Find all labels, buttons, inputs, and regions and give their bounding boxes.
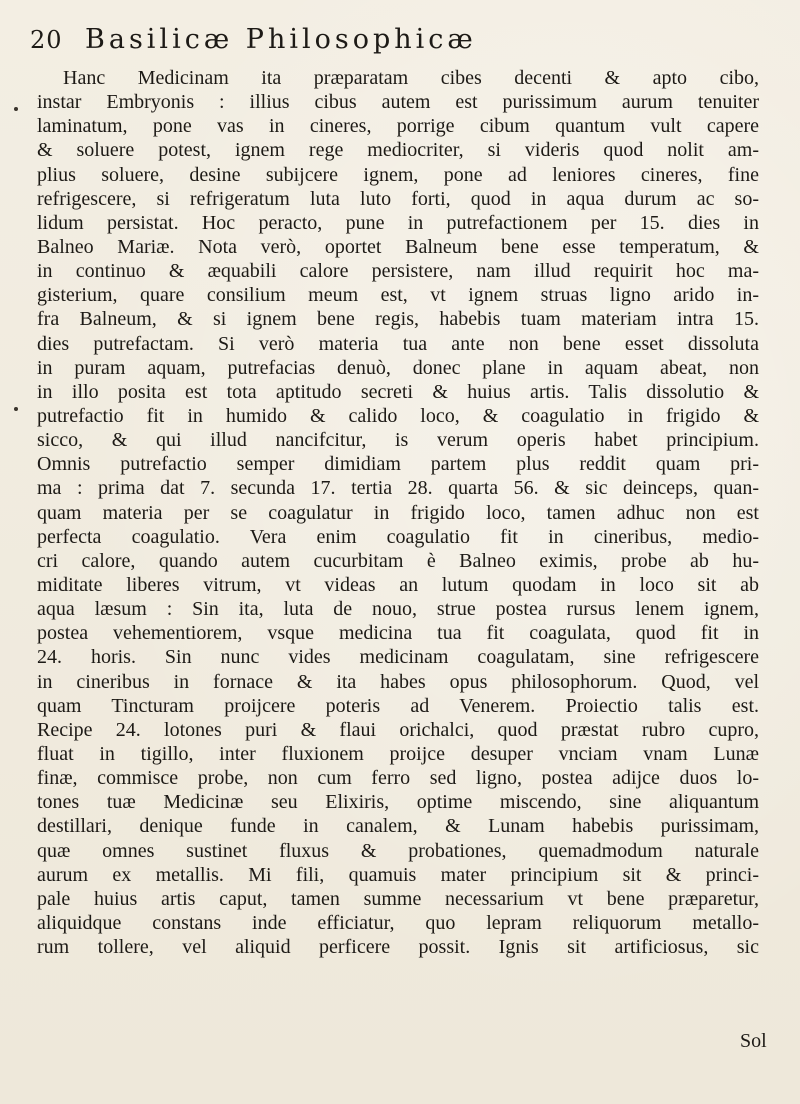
text-line: Omnis putrefactio semper dimidiam partem plus reddit quam pri- — [37, 453, 759, 476]
text-line: cri calore, quando autem cucurbitam è Balneo eximis, probe ab hu- — [37, 549, 759, 572]
text-line: 24. horis. Sin nunc vides medicinam coagulatam, sine refrigescere — [37, 646, 759, 669]
text-line: Balneo Mariæ. Nota verò, oportet Balneum bene esse temperatum, & — [37, 235, 759, 258]
text-line: Recipe 24. lotones puri & flaui orichalci, quod præstat rubro cupro, — [37, 718, 759, 741]
text-line: postea vehementiorem, vsque medicina tua fit coagulata, quod fit in — [37, 622, 759, 645]
text-line: plius soluere, desine subijcere ignem, pone ad leniores cineres, fine — [37, 163, 759, 186]
text-line: & soluere potest, ignem rege mediocriter, si videris quod nolit am- — [37, 139, 759, 162]
text-line: in continuo & æquabili calore persistere, nam illud requirit hoc ma- — [37, 260, 759, 283]
body-text — [37, 66, 771, 959]
text-line: pale huius artis caput, tamen summe necessarium vt bene præparetur, — [37, 887, 759, 910]
text-line: in puram aquam, putrefacias denuò, donec plane in aquam abeat, non — [37, 356, 759, 379]
text-line: in cineribus in fornace & ita habes opus philosophorum. Quod, vel — [37, 670, 759, 693]
text-line: aliquidque constans inde efficiatur, quo lepram reliquorum metallo- — [37, 911, 759, 934]
text-line: putrefactio fit in humido & calido loco, & coagulatio in frigido & — [37, 404, 759, 427]
text-line: perfecta coagulatio. Vera enim coagulatio fit in cineribus, medio- — [37, 525, 759, 548]
text-line: aurum ex metallis. Mi fili, quamuis mater principium sit & princi- — [37, 863, 759, 886]
page-number: 20 — [30, 26, 63, 54]
text-line: fluat in tigillo, inter fluxionem proijce desuper vnciam vnam Lunæ — [37, 742, 759, 765]
marginal-mark — [14, 407, 18, 411]
text-line: fra Balneum, & si ignem bene regis, habebis tuam materiam intra 15. — [37, 308, 759, 331]
text-line: finæ, commisce probe, non cum ferro sed ligno, postea adijce duos lo- — [37, 767, 759, 790]
text-line: destillari, denique funde in canalem, & Lunam habebis purissimam, — [37, 815, 759, 838]
text-line: quam Tincturam proijcere poteris ad Venerem. Proiectio talis est. — [37, 694, 759, 717]
page-header — [30, 14, 770, 62]
text-line: gisterium, quare consilium meum est, vt ignem struas ligno arido in- — [37, 284, 759, 307]
text-line: instar Embryonis : illius cibus autem est purissimum aurum tenuiter — [37, 91, 759, 114]
text-line: aqua læsum : Sin ita, luta de nouo, strue postea rursus lenem ignem, — [37, 598, 759, 621]
text-line: quæ omnes sustinet fluxus & probationes, quemadmodum naturale — [37, 839, 759, 862]
running-head: Basilicæ Philosophicæ — [85, 24, 477, 55]
marginal-mark — [14, 107, 18, 111]
text-line: sicco, & qui illud nancifcitur, is verum operis habet principium. — [37, 429, 759, 452]
text-line: dies putrefactam. Si verò materia tua ante non bene esset dissoluta — [37, 332, 759, 355]
text-line: in illo posita est tota aptitudo secreti & huius artis. Talis dissolutio & — [37, 380, 759, 403]
text-line: Hanc Medicinam ita præparatam cibes decenti & apto cibo, — [63, 67, 759, 89]
text-line: miditate liberes vitrum, vt videas an lutum quodam in loco sit ab — [37, 573, 759, 596]
catchword: Sol — [740, 1030, 767, 1052]
text-line: lidum persistat. Hoc peracto, pune in putrefactionem per 15. dies in — [37, 211, 759, 234]
text-line: tones tuæ Medicinæ seu Elixiris, optime miscendo, sine aliquantum — [37, 791, 759, 814]
text-line: rum tollere, vel aliquid perficere possit. Ignis sit artificiosus, sic — [37, 936, 759, 959]
text-line: laminatum, pone vas in cineres, porrige cibum quantum vult capere — [37, 115, 759, 138]
text-line: refrigescere, si refrigeratum luta luto forti, quod in aqua durum ac so- — [37, 187, 759, 210]
text-line: ma : prima dat 7. secunda 17. tertia 28. quarta 56. & sic deinceps, quan- — [37, 477, 759, 500]
text-line: quam materia per se coagulatur in frigido loco, tamen adhuc non est — [37, 501, 759, 524]
